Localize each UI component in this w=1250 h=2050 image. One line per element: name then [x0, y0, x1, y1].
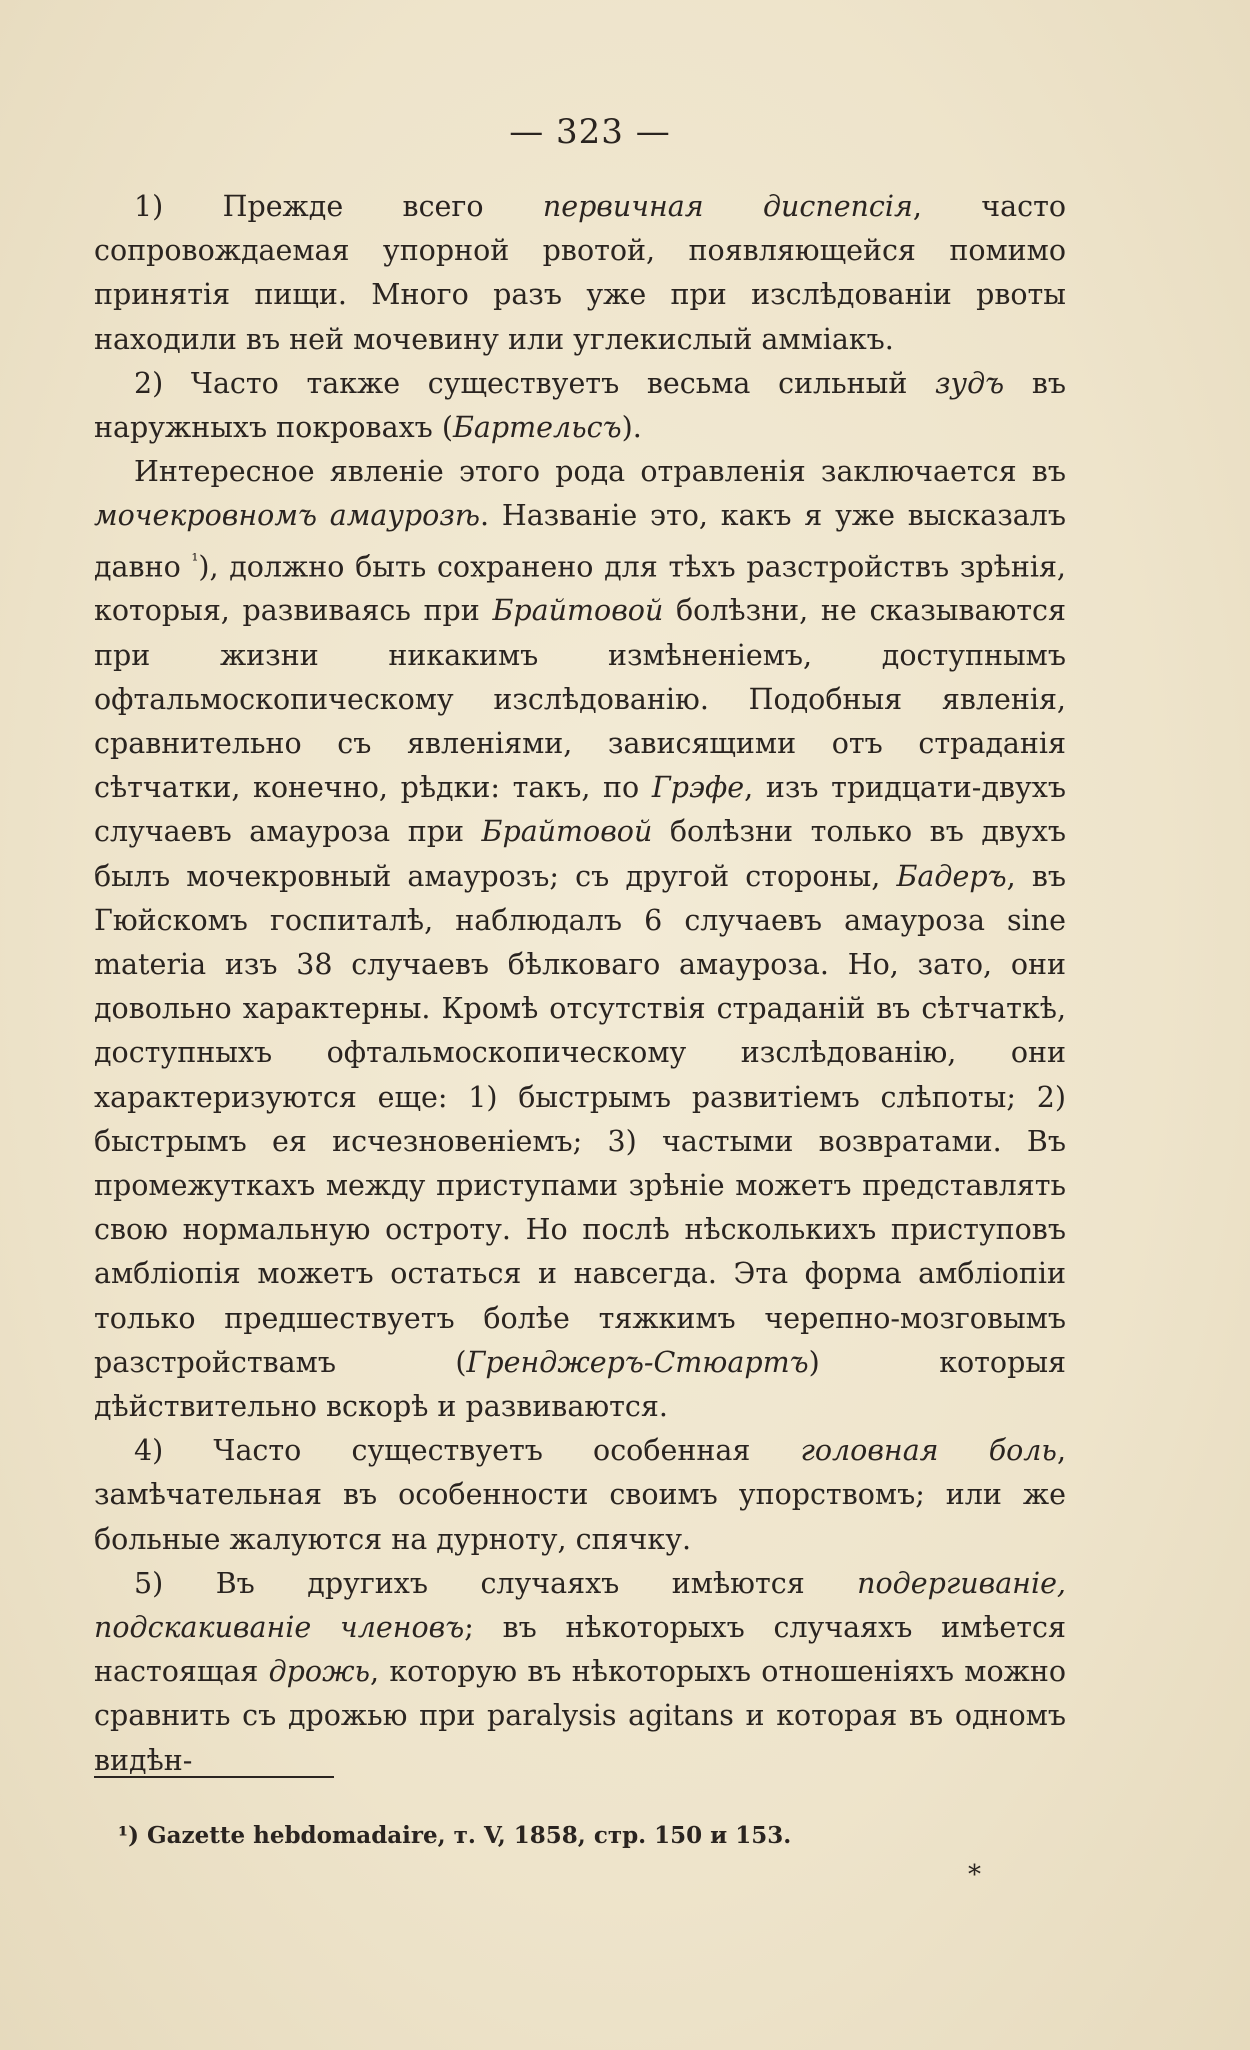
- footnote: ¹) Gazette hebdomadaire, т. V, 1858, стр. 150 и 153.: [118, 1822, 792, 1849]
- text-run: ).: [621, 411, 642, 445]
- italic-text: Гренджеръ-Стюартъ: [466, 1345, 809, 1379]
- italic-text: зудъ: [935, 366, 1005, 400]
- italic-text: Брайтовой: [481, 815, 653, 849]
- footnote-ref[interactable]: ¹: [191, 550, 199, 571]
- text-run: , которую въ нѣкоторыхъ отношеніяхъ можно сравнить съ дрожью при paralysis agitans и которая въ одномъ видѣн-: [94, 1655, 1066, 1777]
- italic-text: мочекровномъ амаурозѣ: [94, 499, 480, 533]
- italic-text: Бартельсъ: [452, 411, 622, 445]
- text-run: , часто сопровождаемая упорной рвотой, появляющейся помимо принятія пищи. Много разъ уже при изслѣдованіи рвоты находили въ ней мочевину или углекислый амміакъ.: [94, 190, 1066, 356]
- italic-text: подергиваніе, подскакиваніе членовъ: [94, 1566, 1066, 1644]
- italic-text: первичная диспепсія: [542, 190, 913, 223]
- paragraph-2: [94, 362, 1066, 450]
- text-run: ; въ нѣкоторыхъ случаяхъ имѣется настоящая: [94, 1611, 1066, 1689]
- paragraph-1: [94, 185, 1066, 362]
- italic-text: дрожь: [268, 1655, 370, 1689]
- paragraph-5: [94, 1562, 1066, 1783]
- text-run: 1) Прежде всего: [134, 190, 543, 223]
- text-run: въ наружныхъ покровахъ (: [94, 366, 1066, 445]
- text-run: , изъ тридцати-двухъ случаевъ амауроза при: [94, 771, 1067, 849]
- text-run: , замѣчательная въ особенности своимъ упорствомъ; или же больные жалуются на дурноту, спячку.: [94, 1434, 1066, 1556]
- text-run: 2) Часто также существуетъ весьма сильный: [134, 366, 936, 400]
- italic-text: Грэфе: [651, 771, 745, 805]
- italic-text: Брайтовой: [492, 594, 664, 628]
- text-run: 5) Въ другихъ случаяхъ имѣются: [134, 1566, 858, 1600]
- main-text: [94, 185, 1066, 1783]
- text-run: Интересное явленіе этого рода отравленія заключается въ: [134, 455, 1066, 489]
- text-run: . Названіе это, какъ я уже высказалъ давно: [94, 499, 1066, 584]
- text-run: ), должно быть сохранено для тѣхъ разстройствъ зрѣнія, которыя, развиваясь при: [94, 550, 1066, 628]
- footnote-divider: [94, 1776, 334, 1778]
- italic-text: Бадеръ: [896, 859, 1007, 893]
- text-run: , въ Гюйскомъ госпиталѣ, наблюдалъ 6 случаевъ амауроза sine materia изъ 38 случаевъ бѣлковаго амауроза. Но, зато, они довольно характерны. Кромѣ отсутствія страданій въ сѣтчаткѣ, доступныхъ офтальмоскопическому изслѣдованію, они характеризуются еще: 1) быстрымъ развитіемъ слѣпоты; 2) быстрымъ ея исчезновеніемъ; 3) частыми возвратами. Въ промежуткахъ между приступами зрѣніе можетъ представлять свою нормальную остроту. Но послѣ нѣсколькихъ приступовъ амбліопія можетъ остаться и навсегда. Эта форма амбліопіи только предшествуетъ болѣе тяжкимъ черепно-мозговымъ разстройствамъ (: [94, 859, 1067, 1379]
- text-run: болѣзни, не сказываются при жизни никакимъ измѣненіемъ, доступнымъ офтальмоскопическому изслѣдованію. Подобныя явленія, сравнительно съ явленіями, зависящими отъ страданія сѣтчатки, конечно, рѣдки: такъ, по: [94, 594, 1066, 805]
- text-run: болѣзни только въ двухъ былъ мочекровный амаурозъ; съ другой стороны,: [94, 815, 1066, 893]
- paragraph-4: [94, 1429, 1066, 1562]
- italic-text: головная боль: [800, 1434, 1057, 1468]
- signature-mark: *: [968, 1860, 981, 1890]
- text-run: ) которыя дѣйствительно вскорѣ и развиваются.: [94, 1345, 1066, 1423]
- paragraph-3: [94, 450, 1066, 1429]
- text-run: 4) Часто существуетъ особенная: [134, 1434, 801, 1468]
- page-number: — 323 —: [509, 112, 671, 152]
